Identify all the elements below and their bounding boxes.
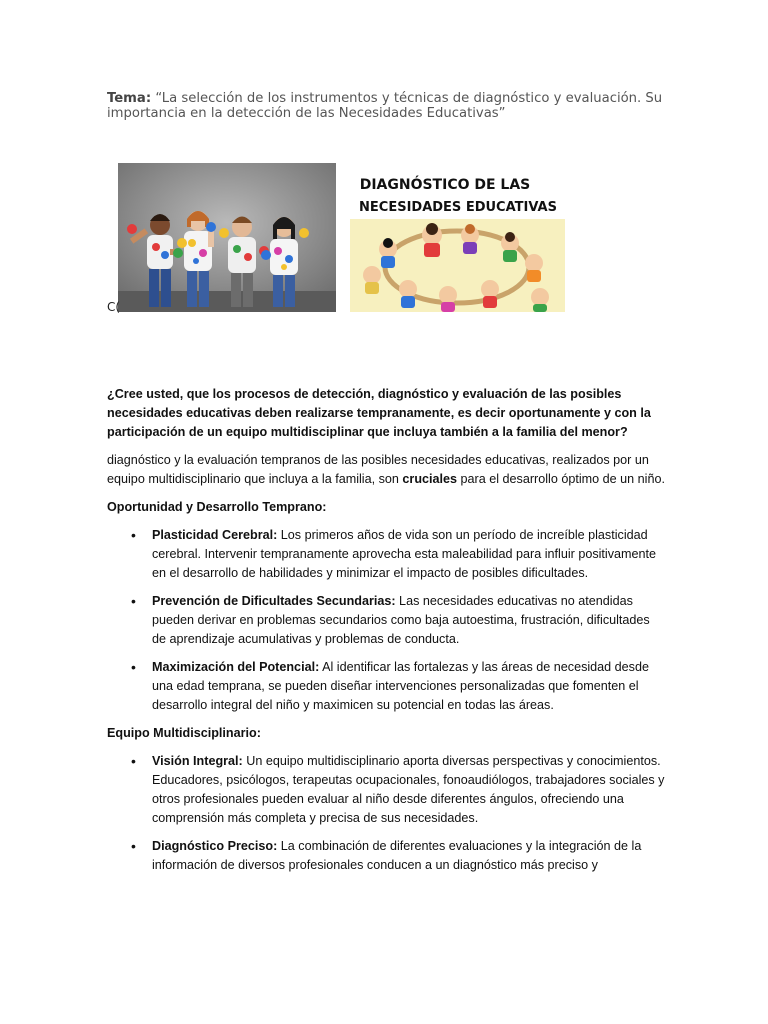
text-fragment: C( bbox=[107, 300, 121, 314]
list-item bbox=[152, 592, 667, 649]
document-body bbox=[107, 385, 667, 884]
list-item-text: Los primeros años de vida son un período de increíble plasticidad cerebral. Intervenir tempranamente aprovecha esta maleabilidad para influir positivamente en el desarrollo de habilidades y minimizar el impacto de posibles dificultades. bbox=[152, 528, 657, 580]
list-item-text: La combinación de diferentes evaluaciones y la integración de la información de diversos profesionales conducen a un diagnóstico más preciso y bbox=[152, 839, 642, 872]
intro-strong: cruciales bbox=[402, 472, 458, 486]
list-item-term: Plasticidad Cerebral: bbox=[152, 528, 278, 542]
intro-paragraph bbox=[107, 451, 667, 489]
cartoon-art bbox=[350, 165, 565, 312]
intro-before: diagnóstico y la evaluación tempranos de las posibles necesidades educativas, realizados por un equipo multidisciplinario que incluya a la familia, son bbox=[107, 453, 649, 486]
list-item-text: Las necesidades educativas no atendidas pueden derivar en problemas secundarios como baja autoestima, frustración, dificultades de aprendizaje acumulativas y problemas de conducta. bbox=[152, 594, 650, 646]
list-item-text: Al identificar las fortalezas y las áreas de necesidad desde una edad temprana, se pueden diseñar intervenciones personalizadas que fomenten el desarrollo integral del niño y maximicen su potencial en todas las áreas. bbox=[152, 660, 649, 712]
cartoon-title-line1: DIAGNÓSTICO DE LAS bbox=[359, 177, 531, 193]
children-photo-art bbox=[118, 163, 336, 312]
tema-text: “La selección de los instrumentos y técnicas de diagnóstico y evaluación. Su importancia en la detección de las Necesidades Educativas” bbox=[107, 91, 663, 121]
diagnostico-cartoon bbox=[350, 165, 565, 312]
equipo-list bbox=[107, 752, 667, 875]
list-item-term: Diagnóstico Preciso: bbox=[152, 839, 278, 853]
list-item-term: Prevención de Dificultades Secundarias: bbox=[152, 594, 396, 608]
list-item-term: Maximización del Potencial: bbox=[152, 660, 320, 674]
list-item bbox=[152, 658, 667, 715]
question-paragraph: ¿Cree usted, que los procesos de detección, diagnóstico y evaluación de las posibles necesidades educativas deben realizarse tempranamente, es decir oportunamente y con la participación de un equipo multidisciplinar que incluya también a la familia del menor? bbox=[107, 387, 651, 439]
list-item-term: Visión Integral: bbox=[152, 754, 243, 768]
list-item bbox=[152, 837, 667, 875]
list-item-text: Un equipo multidisciplinario aporta diversas perspectivas y conocimientos. Educadores, psicólogos, terapeutas ocupacionales, fonoaudiólogos, trabajadores sociales y otros profesionales pueden evaluar al niño desde diferentes ángulos, ofreciendo una comprensión más completa y precisa de sus necesidades. bbox=[152, 754, 665, 825]
section-heading-equipo: Equipo Multidisciplinario: bbox=[107, 726, 261, 740]
tema-label: Tema: bbox=[107, 91, 152, 106]
list-item bbox=[152, 752, 667, 828]
intro-after: para el desarrollo óptimo de un niño. bbox=[457, 472, 665, 486]
document-title bbox=[107, 91, 667, 121]
section-heading-oportunidad: Oportunidad y Desarrollo Temprano: bbox=[107, 500, 327, 514]
children-photo bbox=[118, 163, 336, 312]
list-item bbox=[152, 526, 667, 583]
cartoon-title-line2: NECESIDADES EDUCATIVAS bbox=[359, 200, 557, 215]
oportunidad-list bbox=[107, 526, 667, 715]
